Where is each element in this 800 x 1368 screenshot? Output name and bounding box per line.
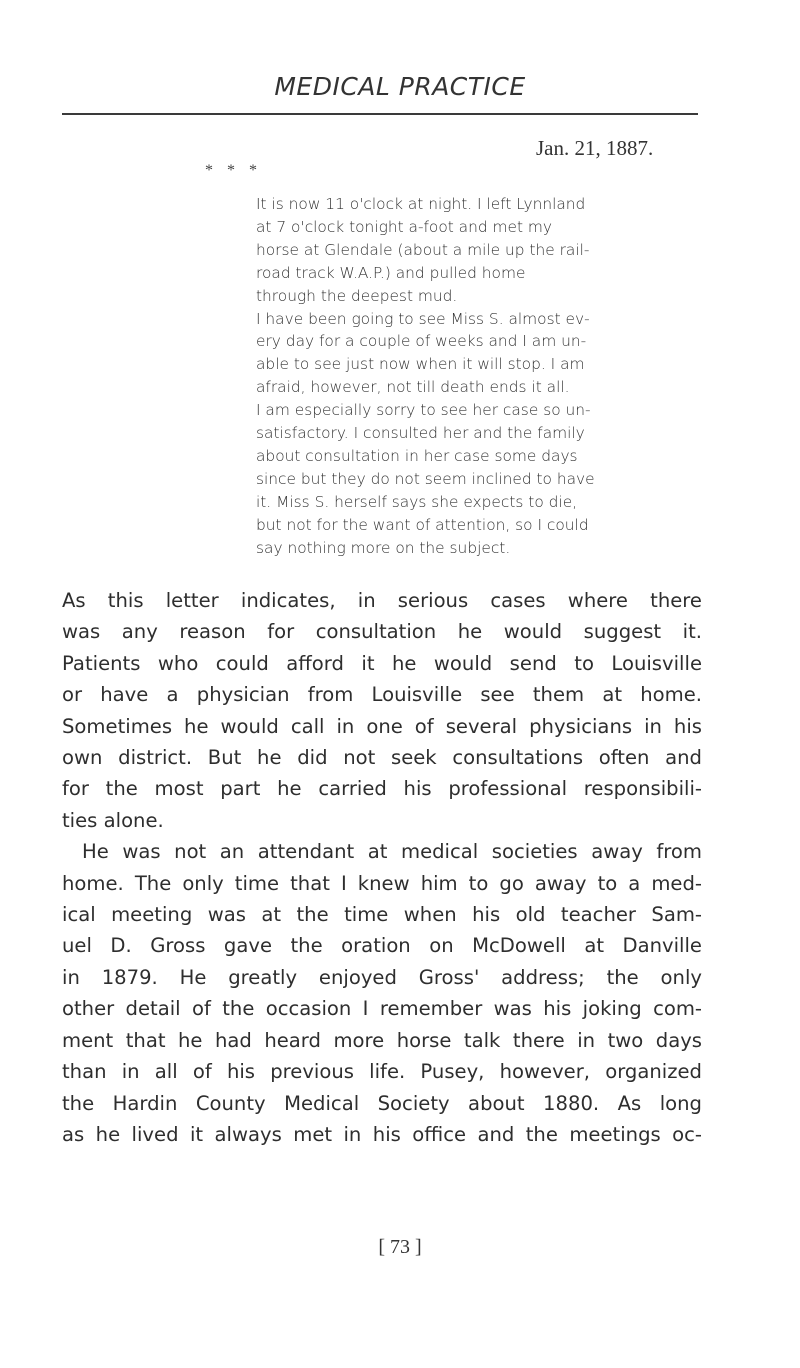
letter-line: satisfactory. I consulted her and the family <box>256 424 585 443</box>
text-line: in 1879. He greatly enjoyed Gross' address; the only <box>62 965 702 989</box>
text-line: was any reason for consultation he would suggest it. <box>62 620 702 644</box>
letter-line: afraid, however, not till death ends it all. <box>256 378 570 397</box>
text-line: than in all of his previous life. Pusey, however, organized <box>62 1060 702 1084</box>
text-line: He was not an attendant at medical societies away from <box>82 840 702 864</box>
letter-line: say nothing more on the subject. <box>256 538 511 557</box>
text-line: ties alone. <box>62 808 164 832</box>
letter-line: I am especially sorry to see her case so un- <box>256 401 591 420</box>
text-line: the Hardin County Medical Society about 1880. As long <box>62 1091 702 1115</box>
text-line: as he lived it always met in his office and the meetings oc- <box>62 1122 702 1146</box>
quoted-letter <box>256 193 598 560</box>
text-line: own district. But he did not seek consultations often and <box>62 746 702 770</box>
text-line: ical meeting was at the time when his old teacher Sam- <box>62 903 702 927</box>
letter-separator: * * * <box>205 162 262 179</box>
body-text <box>62 585 702 1150</box>
letter-line: horse at Glendale (about a mile up the rail- <box>256 240 590 259</box>
text-line: Sometimes he would call in one of several physicians in his <box>62 714 702 738</box>
paragraph-consultation <box>62 585 702 836</box>
letter-line: it. Miss S. herself says she expects to die, <box>256 492 578 511</box>
text-line: or have a physician from Louisville see them at home. <box>62 683 702 707</box>
text-line: ment that he had heard more horse talk there in two days <box>62 1028 702 1052</box>
letter-line: able to see just now when it will stop. I am <box>256 355 585 374</box>
letter-line: at 7 o'clock tonight a-foot and met my <box>256 217 553 236</box>
header-rule <box>62 113 698 115</box>
page-number: [ 73 ] <box>378 1236 422 1258</box>
letter-line: ery day for a couple of weeks and I am un- <box>256 332 587 351</box>
text-line: home. The only time that I knew him to go away to a med- <box>62 871 702 895</box>
letter-line: since but they do not seem inclined to have <box>256 469 595 488</box>
letter-line: road track W.A.P.) and pulled home <box>256 263 526 282</box>
text-line: Patients who could afford it he would send to Louisville <box>62 651 702 675</box>
paragraph-medical-societies <box>62 836 702 1150</box>
text-line: for the most part he carried his professional responsibili- <box>62 777 702 801</box>
text-line: uel D. Gross gave the oration on McDowell at Danville <box>62 934 702 958</box>
letter-line: but not for the want of attention, so I could <box>256 515 589 534</box>
text-line: As this letter indicates, in serious cases where there <box>62 589 702 612</box>
text-line: other detail of the occasion I remember was his joking com- <box>62 997 702 1021</box>
letter-line: through the deepest mud. <box>256 286 458 305</box>
letter-line: It is now 11 o'clock at night. I left Lynnland <box>256 195 586 213</box>
letter-line: about consultation in her case some days <box>256 446 578 465</box>
running-head: MEDICAL PRACTICE <box>274 72 526 101</box>
letter-line: I have been going to see Miss S. almost ev- <box>256 309 590 328</box>
letter-date: Jan. 21, 1887. <box>536 136 654 160</box>
